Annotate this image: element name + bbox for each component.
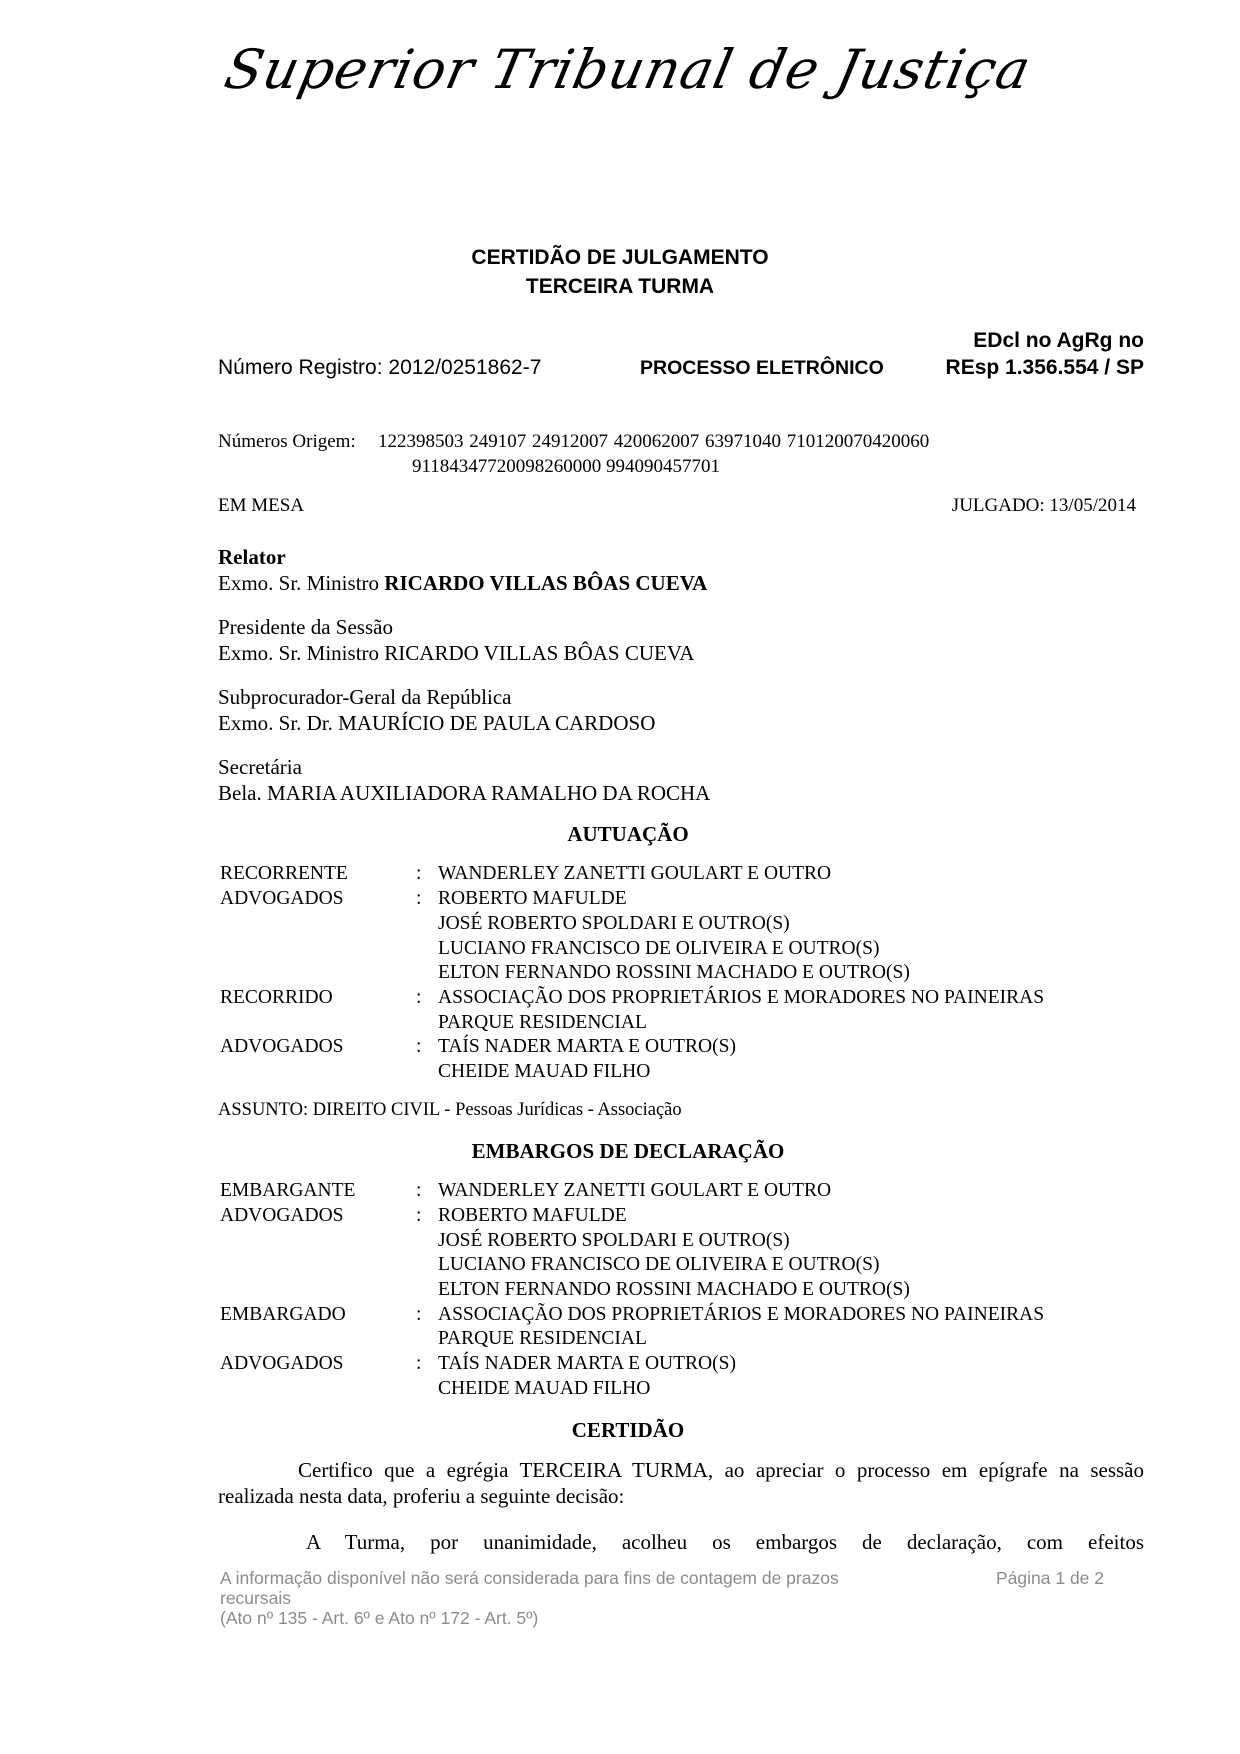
- autuacao-colon: :: [416, 1036, 422, 1057]
- registro-number: Número Registro: 2012/0251862-7: [218, 356, 542, 379]
- autuacao-title: AUTUAÇÃO: [567, 822, 689, 846]
- page-number: Página 1 de 2: [996, 1568, 1105, 1588]
- footer-notice-line2: recursais: [220, 1588, 291, 1608]
- document-subtitle: TERCEIRA TURMA: [525, 275, 715, 298]
- embargos-value: WANDERLEY ZANETTI GOULART E OUTRO: [438, 1180, 832, 1201]
- embargos-value: PARQUE RESIDENCIAL: [438, 1328, 647, 1349]
- autuacao-colon: :: [416, 863, 422, 884]
- footer-notice: [220, 1568, 839, 1628]
- certidao-title: CERTIDÃO: [571, 1418, 685, 1442]
- embargos-colon: :: [416, 1353, 422, 1374]
- julgado-date: JULGADO: 13/05/2014: [951, 495, 1136, 516]
- embargos-value: CHEIDE MAUAD FILHO: [438, 1378, 651, 1399]
- embargos-value: ELTON FERNANDO ROSSINI MACHADO E OUTRO(S): [438, 1279, 910, 1300]
- autuacao-value: CHEIDE MAUAD FILHO: [438, 1061, 651, 1082]
- numeros-origem-label: Números Origem:: [218, 431, 356, 452]
- autuacao-value: ROBERTO MAFULDE: [438, 888, 627, 909]
- court-logo: Superior Tribunal de Justiça: [219, 38, 1037, 101]
- embargos-colon: :: [416, 1304, 422, 1325]
- embargos-title: EMBARGOS DE DECLARAÇÃO: [471, 1139, 785, 1163]
- autuacao-value: LUCIANO FRANCISCO DE OLIVEIRA E OUTRO(S): [438, 938, 880, 959]
- autuacao-label: ADVOGADOS: [220, 1036, 344, 1057]
- certidao-text: A Turma, por unanimidade, acolheu os embargos de declaração, com efeitos: [306, 1530, 1144, 1554]
- process-class-line2: REsp 1.356.554 / SP: [945, 356, 1144, 379]
- relator-prefix: Exmo. Sr. Ministro: [218, 571, 380, 595]
- numeros-origem-line2: 91184347720098260000 994090457701: [412, 456, 721, 477]
- certidao-paragraph-1-line-1: [218, 1457, 1144, 1483]
- embargos-value: LUCIANO FRANCISCO DE OLIVEIRA E OUTRO(S): [438, 1254, 880, 1275]
- certidao-paragraph-1-line-2: realizada nesta data, proferiu a seguinte decisão:: [218, 1484, 625, 1508]
- embargos-value: ASSOCIAÇÃO DOS PROPRIETÁRIOS E MORADORES NO PAINEIRAS: [438, 1304, 1045, 1325]
- secretaria-value: Bela. MARIA AUXILIADORA RAMALHO DA ROCHA: [218, 781, 711, 805]
- embargos-value: ROBERTO MAFULDE: [438, 1205, 627, 1226]
- autuacao-value: ELTON FERNANDO ROSSINI MACHADO E OUTRO(S): [438, 962, 910, 983]
- relator-label: Relator: [218, 545, 286, 569]
- footer-notice-line1: A informação disponível não será considerada para fins de contagem de prazos: [220, 1568, 839, 1588]
- document-title: CERTIDÃO DE JULGAMENTO: [471, 246, 769, 269]
- relator-name: RICARDO VILLAS BÔAS CUEVA: [384, 571, 708, 595]
- secretaria-label: Secretária: [218, 755, 302, 779]
- certidao-text: Certifico que a egrégia TERCEIRA TURMA, ao apreciar o processo em epígrafe na sessão: [298, 1458, 1144, 1482]
- autuacao-label: ADVOGADOS: [220, 888, 344, 909]
- embargos-label: ADVOGADOS: [220, 1353, 344, 1374]
- autuacao-value: ASSOCIAÇÃO DOS PROPRIETÁRIOS E MORADORES NO PAINEIRAS: [438, 987, 1045, 1008]
- autuacao-value: TAÍS NADER MARTA E OUTRO(S): [438, 1036, 736, 1057]
- autuacao-colon: :: [416, 987, 422, 1008]
- presidente-label: Presidente da Sessão: [218, 615, 393, 639]
- embargos-value: JOSÉ ROBERTO SPOLDARI E OUTRO(S): [438, 1230, 790, 1251]
- process-class-line1: EDcl no AgRg no: [973, 329, 1144, 352]
- autuacao-label: RECORRENTE: [220, 863, 348, 884]
- autuacao-value: PARQUE RESIDENCIAL: [438, 1012, 647, 1033]
- presidente-value: Exmo. Sr. Ministro RICARDO VILLAS BÔAS CUEVA: [218, 641, 695, 665]
- embargos-value: TAÍS NADER MARTA E OUTRO(S): [438, 1353, 736, 1374]
- processo-eletronico-label: PROCESSO ELETRÔNICO: [640, 357, 884, 379]
- relator-line: [218, 571, 707, 596]
- embargos-label: EMBARGADO: [220, 1304, 346, 1325]
- footer-notice-line3: (Ato nº 135 - Art. 6º e Ato nº 172 - Art. 5º): [220, 1608, 539, 1628]
- numeros-origem-line1: 122398503 249107 24912007 420062007 63971040 710120070420060: [378, 431, 930, 452]
- embargos-label: ADVOGADOS: [220, 1205, 344, 1226]
- autuacao-label: RECORRIDO: [220, 987, 333, 1008]
- subprocurador-value: Exmo. Sr. Dr. MAURÍCIO DE PAULA CARDOSO: [218, 711, 656, 735]
- autuacao-colon: :: [416, 888, 422, 909]
- embargos-label: EMBARGANTE: [220, 1180, 356, 1201]
- assunto: ASSUNTO: DIREITO CIVIL - Pessoas Jurídicas - Associação: [218, 1100, 682, 1120]
- embargos-colon: :: [416, 1205, 422, 1226]
- autuacao-value: WANDERLEY ZANETTI GOULART E OUTRO: [438, 863, 832, 884]
- subprocurador-label: Subprocurador-Geral da República: [218, 685, 512, 709]
- em-mesa: EM MESA: [218, 495, 305, 516]
- certidao-paragraph-2-line-1: [218, 1529, 1144, 1555]
- embargos-colon: :: [416, 1180, 422, 1201]
- autuacao-value: JOSÉ ROBERTO SPOLDARI E OUTRO(S): [438, 913, 790, 934]
